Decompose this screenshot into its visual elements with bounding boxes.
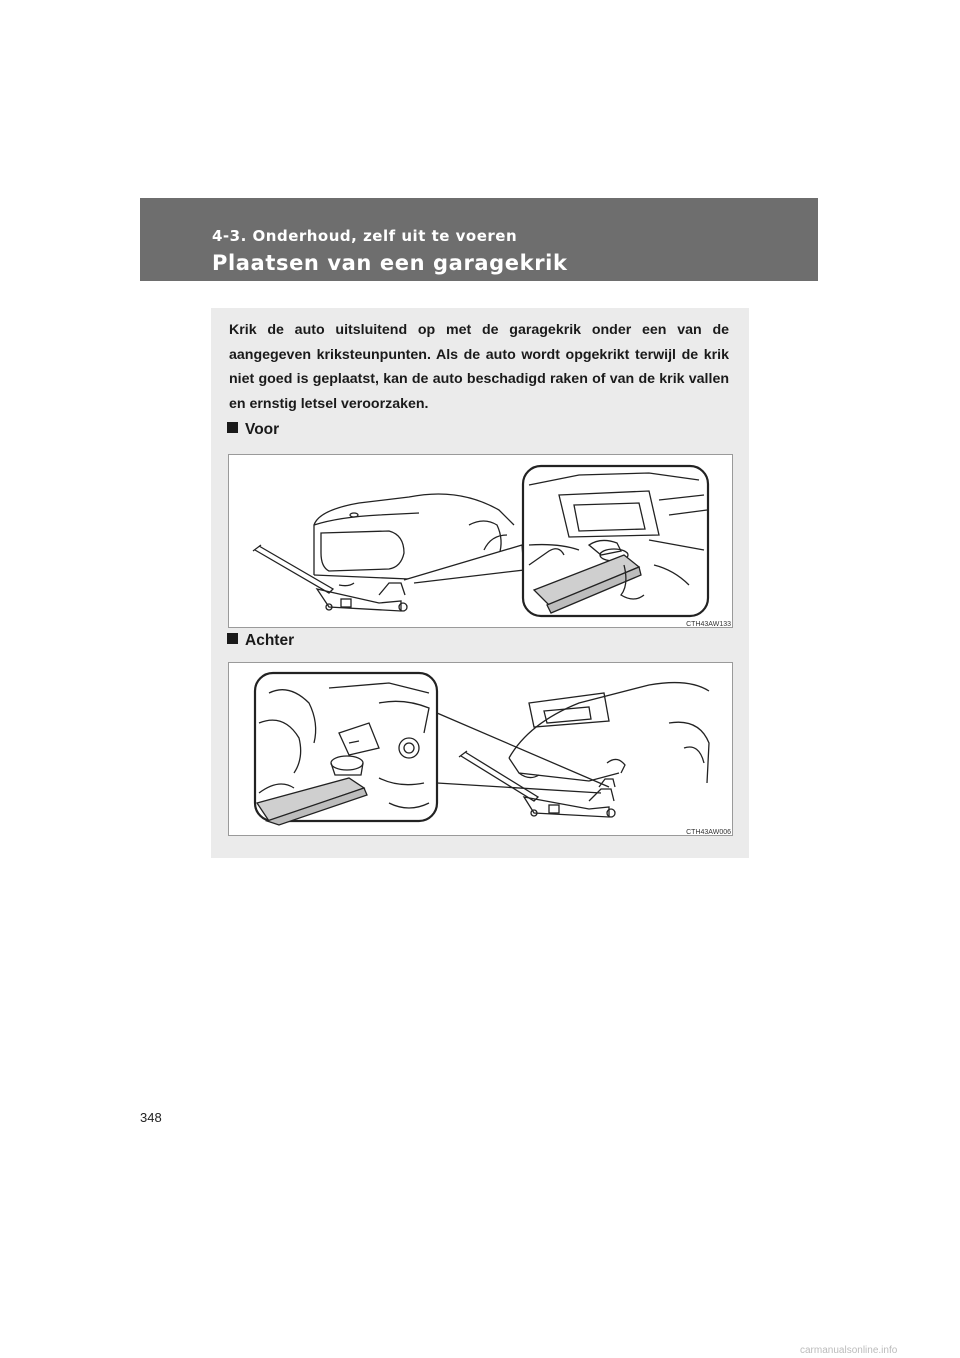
- figure-rear-jack-point: [228, 662, 733, 836]
- heading-rear: Achter: [227, 632, 294, 650]
- page-number: 348: [140, 1110, 162, 1125]
- front-jack-illustration: [229, 455, 732, 627]
- bullet-square-icon: [227, 633, 238, 644]
- figure-code: CTH43AW133: [686, 621, 731, 628]
- figure-code: CTH43AW006: [686, 829, 731, 836]
- figure-front-jack-point: [228, 454, 733, 628]
- page-title: Plaatsen van een garagekrik: [212, 251, 568, 275]
- section-label: 4-3. Onderhoud, zelf uit te voeren: [212, 227, 518, 245]
- body-paragraph: Krik de auto uitsluitend op met de garagekrik onder een van de aangegeven kriksteunpunten. Als de auto wordt opgekrikt terwijl de krik niet goed is geplaatst, kan de auto beschadigd raken of van de krik vallen en ernstig letsel veroorzaken.: [229, 322, 729, 412]
- rear-jack-illustration: [229, 663, 732, 835]
- bullet-square-icon: [227, 422, 238, 433]
- watermark: carmanualsonline.info: [800, 1345, 898, 1356]
- heading-front: Voor: [227, 421, 279, 439]
